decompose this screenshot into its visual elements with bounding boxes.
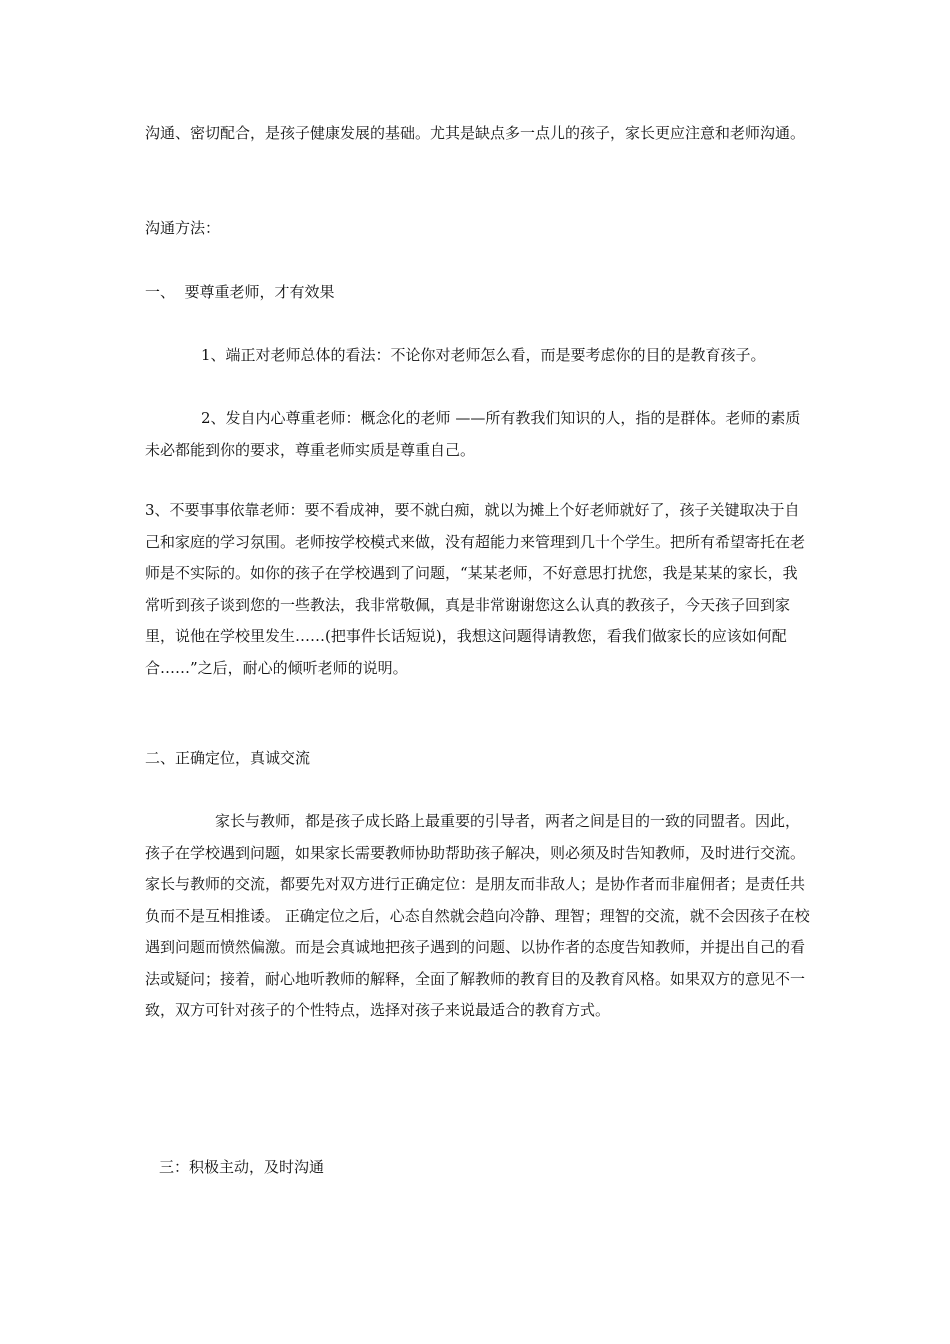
paragraph-point-3: 3、不要事事依靠老师：要不看成神，要不就白痴，就以为摊上个好老师就好了，孩子关键取决于自己和家庭的学习氛围。老师按学校模式来做，没有超能力来管理到几十个学生。把所有希望寄托在老师是不实际的。如你的孩子在学校遇到了问题，“某某老师，不好意思打扰您，我是某某的家长，我常听到孩子谈到您的一些教法，我非常敬佩，真是非常谢谢您这么认真的教孩子，今天孩子回到家里，说他在学校里发生……(把事件长话短说)，我想这问题得请教您，看我们做家长的应该如何配合……”之后，耐心的倾听老师的说明。 <box>145 501 806 677</box>
section-label-methods: 沟通方法： <box>145 219 221 237</box>
paragraph-intro: 沟通、密切配合，是孩子健康发展的基础。尤其是缺点多一点儿的孩子，家长更应注意和老师沟通。 <box>145 124 806 142</box>
heading-section-2: 二、正确定位，真诚交流 <box>145 749 311 767</box>
paragraph-section-2-body: 家长与教师，都是孩子成长路上最重要的引导者，两者之间是目的一致的同盟者。因此，孩子在学校遇到问题，如果家长需要教师协助帮助孩子解决，则必须及时告知教师，及时进行交流。 家长与教师的交流，都要先对双方进行正确定位：是朋友而非敌人；是协作者而非雇佣者；是责任共负而不是互相推诿。 正确定位之后，心态自然就会趋向冷静、理智；理智的交流，就不会因孩子在校遇到问题而愤然偏激。而是会真诚地把孩子遇到的问题、以协作者的态度告知教师，并提出自己的看法或疑问；接着，耐心地听教师的解释，全面了解教师的教育目的及教育风格。如果双方的意见不一致，双方可针对孩子的个性特点，选择对孩子来说最适合的教育方式。 <box>145 812 810 1019</box>
paragraph-point-2: 2、发自内心尊重老师：概念化的老师 ——所有教我们知识的人，指的是群体。老师的素质未必都能到你的要求，尊重老师实质是尊重自己。 <box>145 409 801 459</box>
paragraph-point-1: 1、端正对老师总体的看法：不论你对老师怎么看，而是要考虑你的目的是教育孩子。 <box>201 346 766 364</box>
heading-section-1: 一、 要尊重老师，才有效果 <box>145 283 335 301</box>
heading-section-3: 三：积极主动，及时沟通 <box>159 1158 325 1176</box>
